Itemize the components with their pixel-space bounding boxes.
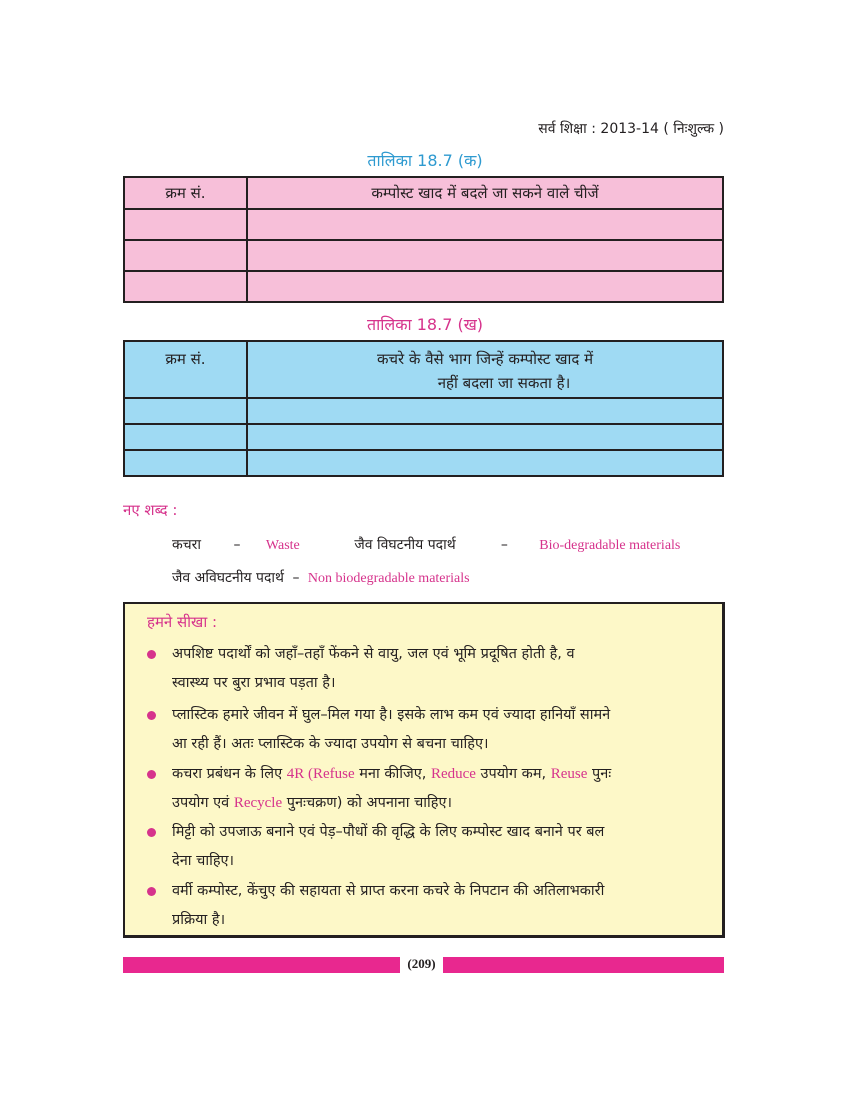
new-words-row-1 <box>172 535 680 554</box>
table-b <box>123 340 724 477</box>
highlight-recycle: Recycle <box>233 795 283 811</box>
highlight-refuse: Refuse <box>312 766 355 782</box>
learned-text: उपयोग कम, <box>475 766 551 782</box>
new-word-dash: – <box>292 570 300 586</box>
table-cell <box>124 240 247 271</box>
table-a-caption: तालिका 18.7 (क) <box>367 151 483 170</box>
learned-item-line <box>172 760 707 789</box>
learned-text: मना कीजिए, <box>354 766 431 782</box>
learned-title: हमने सीखा : <box>147 613 218 631</box>
table-cell <box>124 450 247 476</box>
new-word-hindi: कचरा <box>172 537 201 553</box>
learned-item-line: प्रक्रिया है। <box>172 912 226 928</box>
learned-text: पुनःचक्रण) को अपनाना चाहिए। <box>282 795 453 811</box>
table-row <box>124 398 723 424</box>
table-cell <box>124 271 247 302</box>
table-a-header-serial: क्रम सं. <box>124 177 247 209</box>
page-number: (209) <box>407 956 436 971</box>
table-cell <box>247 209 723 240</box>
footer-bar-right <box>443 957 724 973</box>
highlight-reduce: Reduce <box>430 766 476 782</box>
learned-item-1 <box>172 640 707 698</box>
learned-text: पुनः <box>587 766 612 782</box>
learned-item-line: वर्मी कम्पोस्ट, केंचुए की सहायता से प्राप्त करना कचरे के निपटान की अतिलाभकारी <box>172 883 605 899</box>
learned-item-line: मिट्टी को उपजाऊ बनाने एवं पेड़–पौधों की वृद्धि के लिए कम्पोस्ट खाद बनाने पर बल <box>172 824 605 840</box>
new-words-row-2 <box>172 568 470 587</box>
table-cell <box>247 398 723 424</box>
new-word-dash: – <box>233 537 241 553</box>
learned-text: कचरा प्रबंधन के लिए <box>172 766 287 782</box>
learned-item-3 <box>172 760 707 818</box>
learned-item-line: प्लास्टिक हमारे जीवन में घुल–मिल गया है। इसके लाभ कम एवं ज्यादा हानियाँ सामने <box>172 707 611 723</box>
learned-item-line: स्वास्थ्य पर बुरा प्रभाव पड़ता है। <box>172 675 336 691</box>
learned-item-4 <box>172 818 707 876</box>
learned-item-2 <box>172 701 707 759</box>
table-b-header-items <box>247 341 723 398</box>
table-row <box>124 424 723 450</box>
learned-item-line: देना चाहिए। <box>172 853 235 869</box>
table-a <box>123 176 724 303</box>
table-b-header-row <box>124 341 723 398</box>
learned-item-line: अपशिष्ट पदार्थों को जहाँ–तहाँ फेंकने से वायु, जल एवं भूमि प्रदूषित होती है, व <box>172 646 575 662</box>
table-cell <box>247 240 723 271</box>
table-row <box>124 450 723 476</box>
table-b-header-serial: क्रम सं. <box>124 341 247 398</box>
bullet-icon <box>147 770 156 779</box>
highlight-4r: 4R <box>286 766 305 782</box>
table-row <box>124 240 723 271</box>
new-word-hindi: जैव अविघटनीय पदार्थ <box>172 570 284 586</box>
new-word-english: Bio-degradable materials <box>539 538 681 553</box>
new-word-english: Non biodegradable materials <box>307 571 470 586</box>
table-cell <box>124 398 247 424</box>
table-cell <box>247 424 723 450</box>
new-word-dash: – <box>500 537 508 553</box>
table-b-caption: तालिका 18.7 (ख) <box>366 315 484 334</box>
learned-text: उपयोग एवं <box>172 795 234 811</box>
table-b-header-line2: नहीं बदला जा सकता है। <box>437 374 571 392</box>
header-text: सर्व शिक्षा : 2013-14 ( निःशुल्क ) <box>538 121 724 137</box>
table-b-header-line1: कचरे के वैसे भाग जिन्हें कम्पोस्ट खाद में <box>376 350 594 368</box>
table-a-header-row <box>124 177 723 209</box>
new-word-hindi: जैव विघटनीय पदार्थ <box>354 537 456 553</box>
learned-item-line <box>172 789 707 818</box>
new-words-title: नए शब्द : <box>123 501 178 519</box>
bullet-icon <box>147 828 156 837</box>
learned-item-5 <box>172 877 707 935</box>
highlight-paren: ( <box>304 766 313 782</box>
bullet-icon <box>147 650 156 659</box>
table-row <box>124 209 723 240</box>
new-word-english: Waste <box>265 538 300 553</box>
learned-box <box>123 602 725 938</box>
table-cell <box>247 271 723 302</box>
highlight-reuse: Reuse <box>550 766 588 782</box>
footer-bar-left <box>123 957 400 973</box>
table-cell <box>247 450 723 476</box>
table-cell <box>124 424 247 450</box>
table-a-header-items: कम्पोस्ट खाद में बदले जा सकने वाले चीजें <box>247 177 723 209</box>
learned-item-line: आ रही हैं। अतः प्लास्टिक के ज्यादा उपयोग से बचना चाहिए। <box>172 736 489 752</box>
table-row <box>124 271 723 302</box>
table-cell <box>124 209 247 240</box>
bullet-icon <box>147 711 156 720</box>
bullet-icon <box>147 887 156 896</box>
